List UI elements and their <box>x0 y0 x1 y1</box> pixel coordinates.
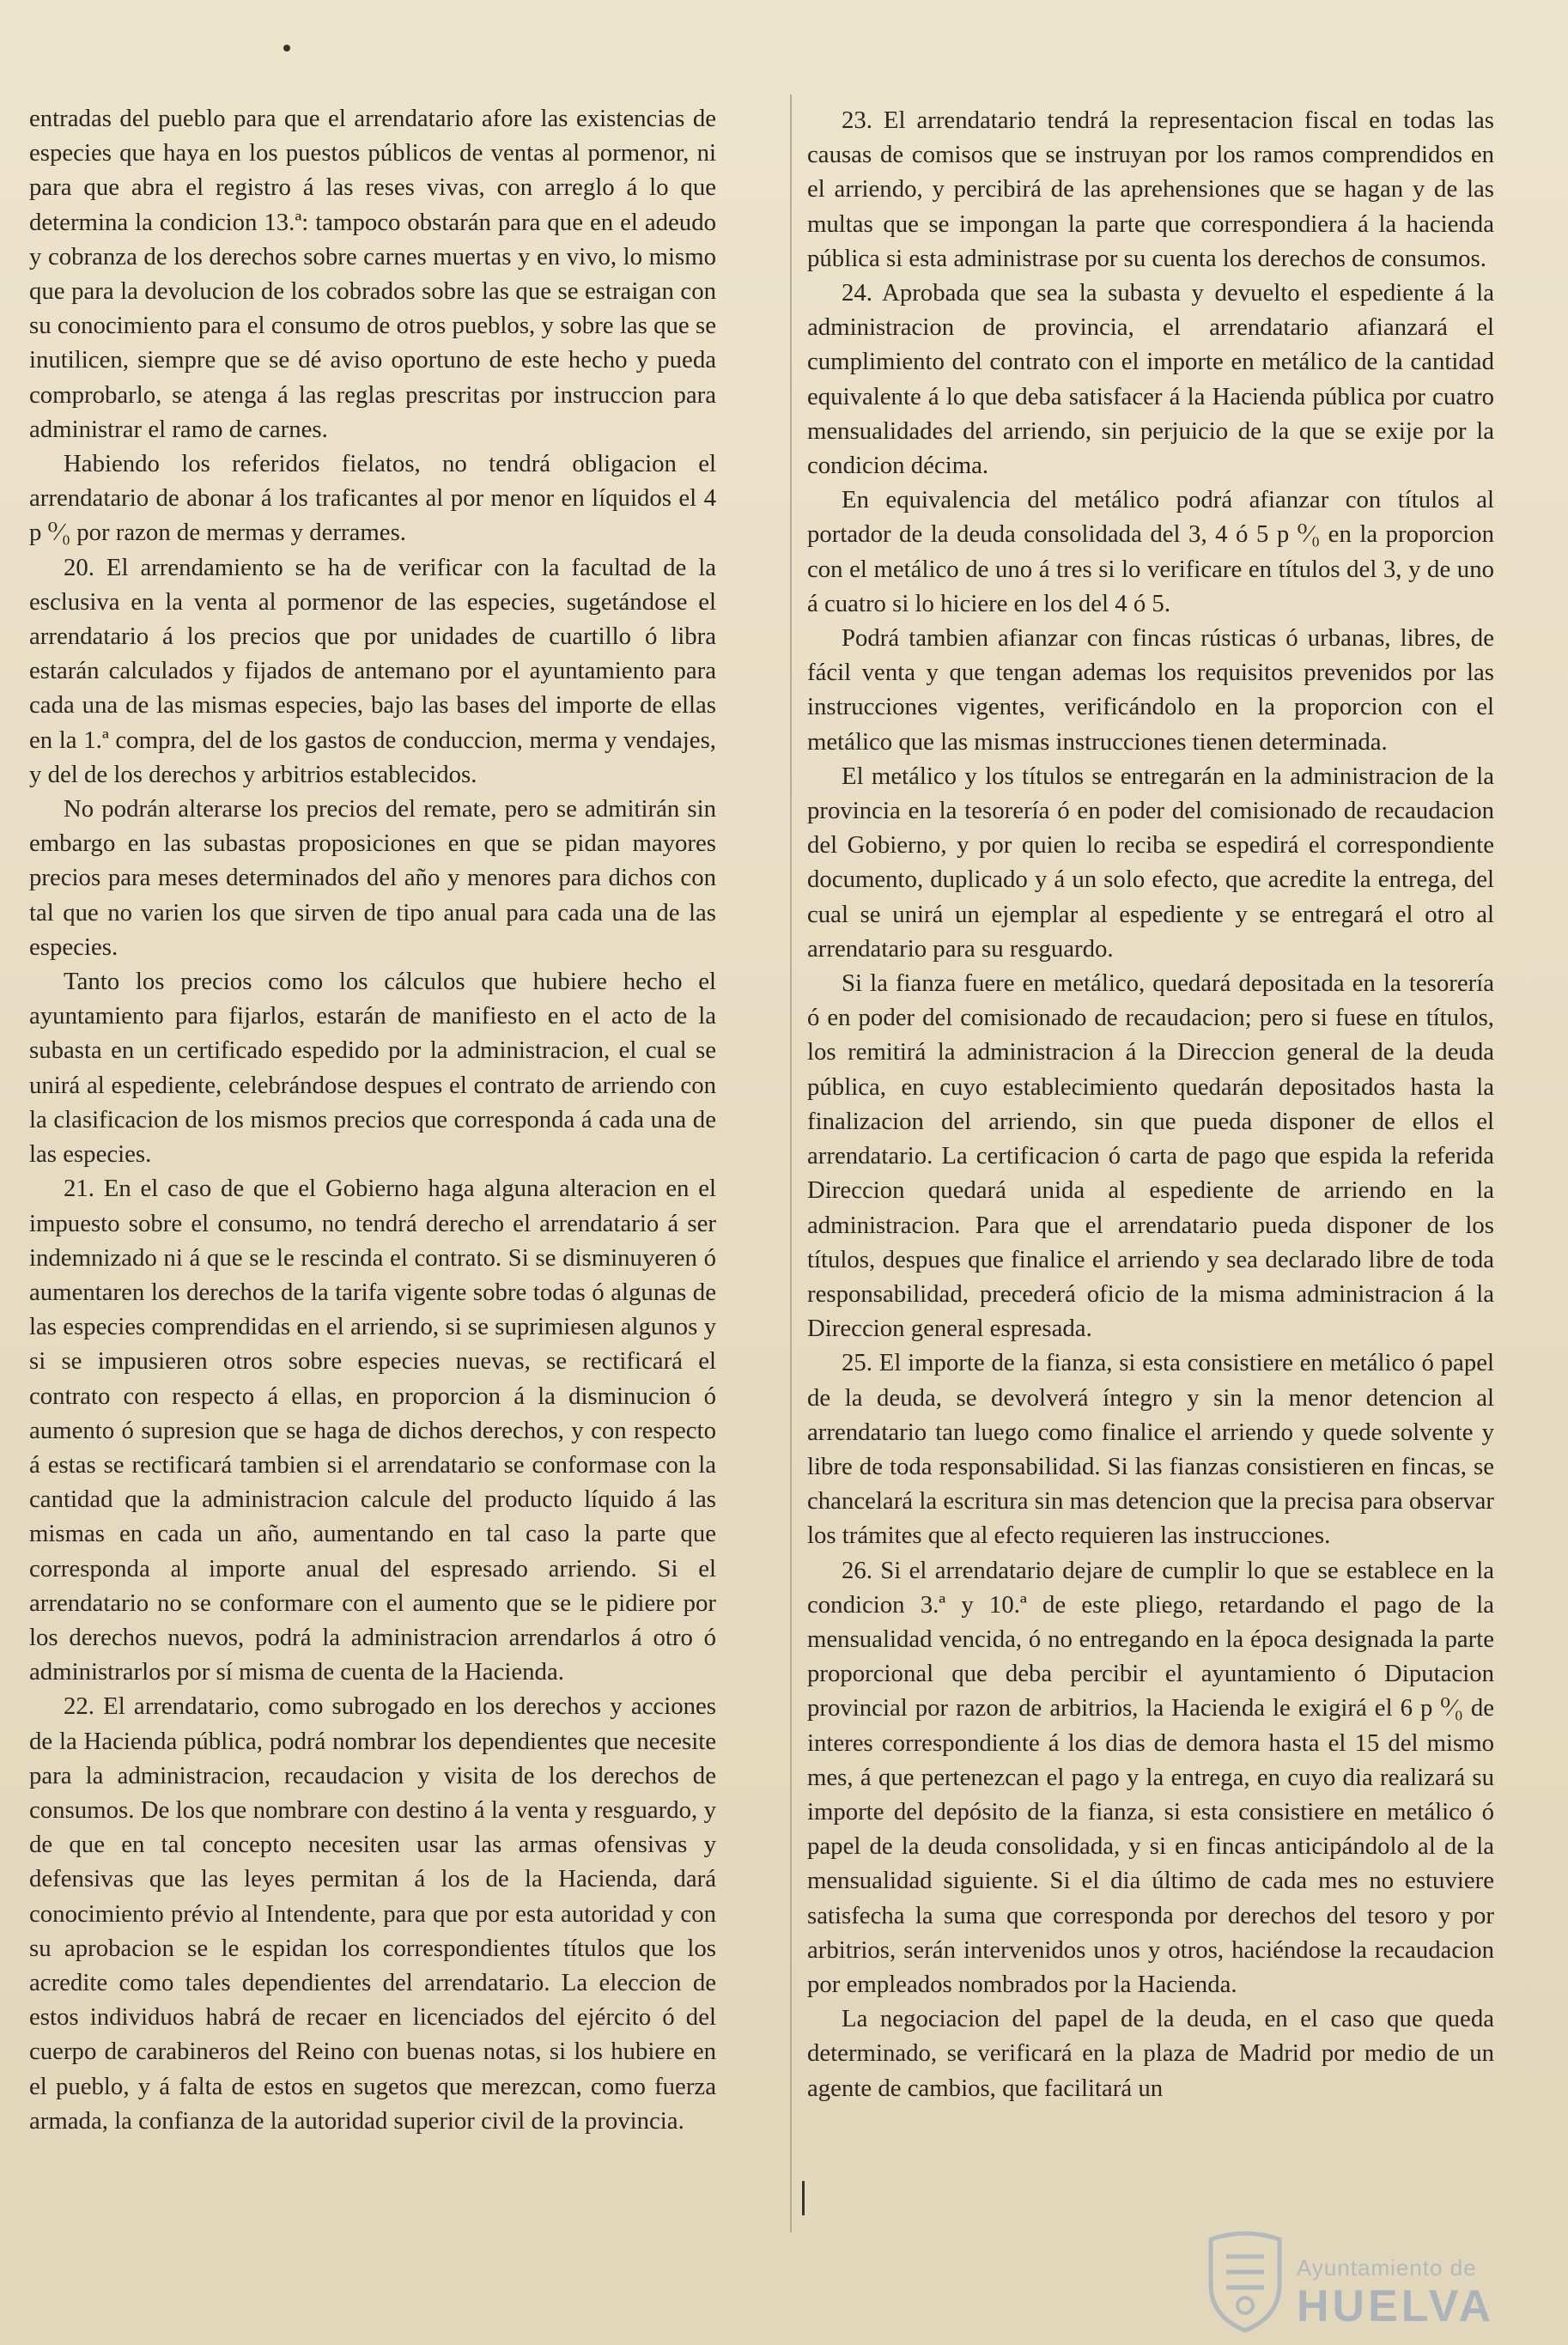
paragraph-condition-23: 23. El arrendatario tendrá la representacion fiscal en todas las causas de comisos que se instruyan por los ramos comprendidos en el arriendo, y percibirá de las aprehensiones que se hagan y de las multas que se impongan la parte que correspondiera á la hacienda pública si esta administrase por su cuenta los derechos de consumos. <box>807 106 1494 272</box>
right-column <box>807 103 1494 2105</box>
paragraph: El metálico y los títulos se entregarán en la administracion de la provincia en la tesorería ó en poder del comisionado de recaudacion del Gobierno, y por quien lo reciba se espedirá el correspondiente documento, duplicado y á un solo efecto, que acredite la entrega, del cual se unirá un ejemplar al espediente y se entregará el otro al arrendatario para su resguardo. <box>807 762 1494 963</box>
watermark-line2: HUELVA <box>1297 2281 1495 2331</box>
paragraph-condition-26: 26. Si el arrendatario dejare de cumplir lo que se establece en la condicion 3.ª y 10.ª de este pliego, retardando el pago de la mensualidad vencida, ó no entregando en la época designada la parte proporcional que deba percibir el ayuntamiento ó Diputacion provincial por razon de arbitrios, la Hacienda le exigirá el 6 p ⁰⁄₀ de interes correspondiente á los dias de demora hasta el 15 del mismo mes, á que pertenezcan el pago y la entrega, en cuyo dia realizará su importe del depósito de la fianza, si esta consistiere en metálico ó papel de la deuda consolidada, y si en fincas anticipándolo al de la mensualidad siguiente. Si el dia último de cada mes no estuviere satisfecha la suma que corresponda por derechos del tesoro y por arbitrios, serán intervenidos unos y otros, haciéndose la recaudacion por empleados nombrados por la Hacienda. <box>807 1556 1494 1998</box>
paragraph: entradas del pueblo para que el arrendatario afore las existencias de especies que haya en los puestos públicos de ventas al pormenor, ni para que abra el registro á las reses vivas, con arreglo á lo que determina la condicion 13.ª: tampoco obstarán para que en el adeudo y cobranza de los derechos sobre carnes muertas y en vivo, lo mismo que para la devolucion de los cobrados sobre las que se estraigan con su conocimiento para el consumo de otros pueblos, y sobre las que se inutilicen, siempre que se dé aviso oportuno de este hecho y pueda comprobarlo, se atenga á las reglas prescritas por instruccion para administrar el ramo de carnes. <box>29 105 716 443</box>
city-seal-icon <box>1194 2224 1297 2336</box>
printer-mark <box>283 45 290 52</box>
paragraph-condition-24: 24. Aprobada que sea la subasta y devuelto el espediente á la administracion de provincia, el arrendatario afianzará el cumplimiento del contrato con el importe en metálico de la cantidad equivalente á lo que deba satisfacer á la Hacienda pública por cuatro mensualidades del arriendo, sin perjuicio de la que se exije por la condicion décima. <box>807 279 1494 480</box>
paragraph: No podrán alterarse los precios del remate, pero se admitirán sin embargo en las subastas proposiciones en que se pidan mayores precios para meses determinados del año y menores para dichos con tal que no varien los que sirven de tipo anual para cada una de las especies. <box>29 795 716 961</box>
paragraph: En equivalencia del metálico podrá afianzar con títulos al portador de la deuda consolidada del 3, 4 ó 5 p ⁰⁄₀ en la proporcion con el metálico de uno á tres si lo verificare en títulos del 3, y de uno á cuatro si lo hiciere en los del 4 ó 5. <box>807 486 1494 617</box>
paragraph-condition-25: 25. El importe de la fianza, si esta consistiere en metálico ó papel de la deuda, se devolverá íntegro y sin la menor detencion al arrendatario tan luego como finalice el arriendo y quede solvente y libre de toda responsabilidad. Si las fianzas consistieren en fincas, se chancelará la escritura sin mas detencion que la precisa para observar los trámites que al efecto requieren las instrucciones. <box>807 1349 1494 1550</box>
paragraph-condition-22: 22. El arrendatario, como subrogado en los derechos y acciones de la Hacienda pública, podrá nombrar los dependientes que necesite para la administracion, recaudacion y visita de los derechos de consumos. De los que nombrare con destino á la venta y resguardo, y de que en tal concepto necesiten usar las armas ofensivas y defensivas que las leyes permitan á los de la Hacienda, dará conocimiento prévio al Intendente, para que por esta autoridad y con su aprobacion se le espidan los correspondientes títulos que los acredite como tales dependientes del arrendatario. La eleccion de estos individuos habrá de recaer en licenciados del ejército ó del cuerpo de carabineros del Reino con buenas notas, si los hubiere en el pueblo, y á falta de estos en sugetos que merezcan, como fuerza armada, la confianza de la autoridad superior civil de la provincia. <box>29 1692 716 2135</box>
paragraph: Habiendo los referidos fielatos, no tendrá obligacion el arrendatario de abonar á los traficantes al por menor en líquidos el 4 p ⁰⁄₀ por razon de mermas y derrames. <box>29 450 716 547</box>
paragraph: Si la fianza fuere en metálico, quedará depositada en la tesorería ó en poder del comisionado de recaudacion; pero si fuese en títulos, los remitirá la administracion á la Direccion general de la deuda pública, en cuyo establecimiento quedarán depositados hasta la finalizacion del arriendo, sin que pueda disponer de ellos el arrendatario. La certificacion ó carta de pago que espida la referida Direccion quedará unida al espediente de arriendo en la administracion. Para que el arrendatario pueda disponer de los títulos, despues que finalice el arriendo y sea declarado libre de toda responsabilidad, precederá oficio de la misma administracion á la Direccion general espresada. <box>807 969 1494 1343</box>
paragraph-condition-21: 21. En el caso de que el Gobierno haga alguna alteracion en el impuesto sobre el consumo, no tendrá derecho el arrendatario á ser indemnizado ni á que se le rescinda el contrato. Si se disminuyeren ó aumentaren los derechos de la tarifa vigente sobre todas ó algunas de las especies comprendidas en el arriendo, si se suprimiesen algunos y si se impusieren otros sobre especies nuevas, se rectificará el contrato con respecto á ellas, en proporcion á la disminucion ó aumento ó supresion que se haga de dichos derechos, y con respecto á estas se rectificará tambien si el arrendatario se conformase con la cantidad que la administracion calcule del producto líquido á las mismas en cada un año, aumentando en tal caso la parte que corresponda al importe anual del espresado arriendo. Si el arrendatario no se conformare con el aumento que se le pidiere por los derechos nuevos, podrá la administracion arrendarlos á otro ó administrarlos por sí misma de cuenta de la Hacienda. <box>29 1175 716 1686</box>
watermark-logo <box>1194 2224 1537 2336</box>
paragraph: Podrá tambien afianzar con fincas rústicas ó urbanas, libres, de fácil venta y que tengan ademas los requisitos prevenidos por las instrucciones vigentes, verificándolo en la proporcion con el metálico que las mismas instrucciones tienen determinada. <box>807 624 1494 756</box>
watermark-line1: Ayuntamiento de <box>1297 2255 1477 2281</box>
paragraph: La negociacion del papel de la deuda, en el caso que queda determinado, se verificará en la plaza de Madrid por medio de un agente de cambios, que facilitará un <box>807 2005 1494 2102</box>
column-divider <box>790 94 792 2233</box>
paragraph: Tanto los precios como los cálculos que hubiere hecho el ayuntamiento para fijarlos, estarán de manifiesto en el acto de la subasta en un certificado espedido por la administracion, el cual se unirá al espediente, celebrándose despues el contrato de arriendo con la clasificacion de los mismos precios que corresponda á cada una de las especies. <box>29 968 716 1169</box>
column-divider-mark <box>802 2181 805 2215</box>
paragraph-condition-20: 20. El arrendamiento se ha de verificar con la facultad de la esclusiva en la venta al pormenor de las especies, sugetándose el arrendatario á los precios que por unidades de cuartillo ó libra estarán calculados y fijados de antemano por el ayuntamiento para cada una de las mismas especies, bajo las bases del importe de ellas en la 1.ª compra, del de los gastos de conduccion, merma y vendajes, y del de los derechos y arbitrios establecidos. <box>29 553 716 788</box>
left-column <box>29 101 716 2138</box>
